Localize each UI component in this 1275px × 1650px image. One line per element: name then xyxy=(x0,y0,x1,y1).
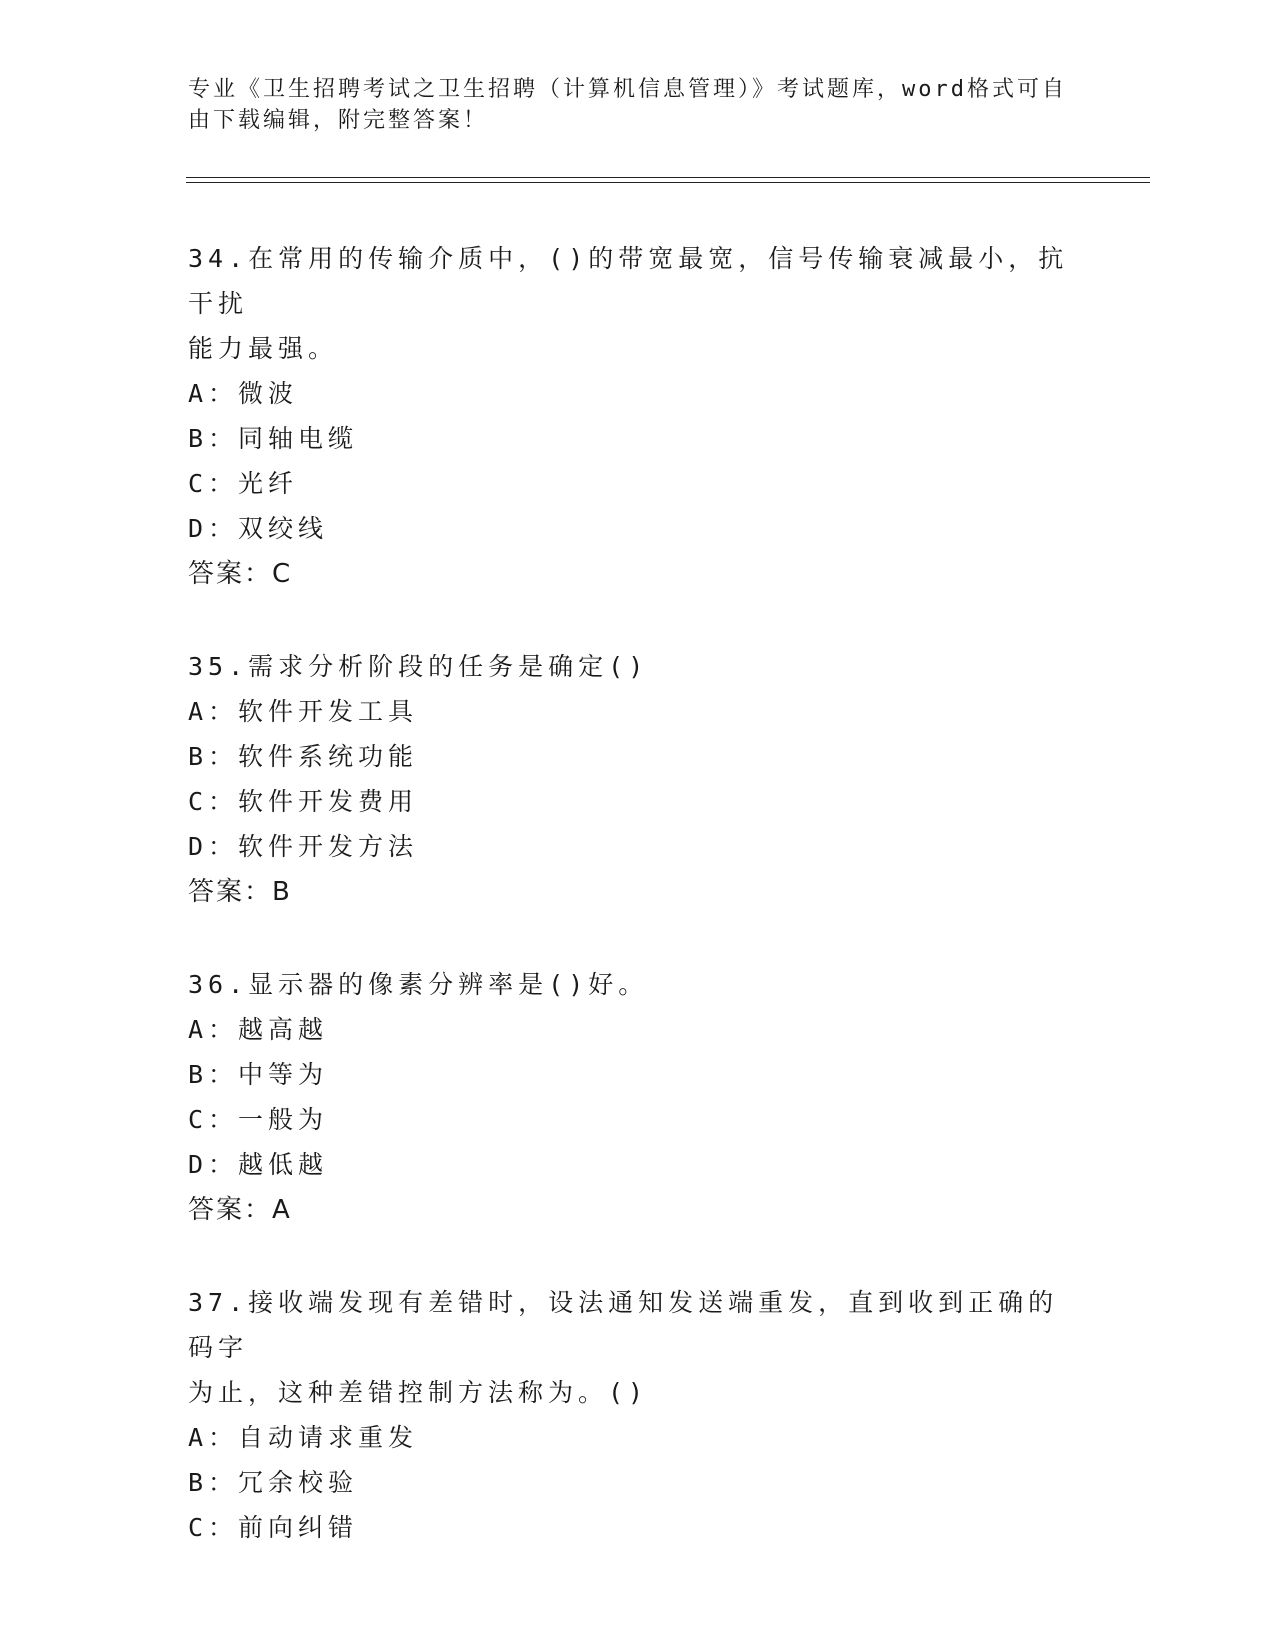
header-divider-bottom xyxy=(186,182,1150,183)
option-c: C：软件开发费用 xyxy=(188,787,419,816)
answer-line: 答案：C xyxy=(188,559,293,589)
header-divider-top xyxy=(186,177,1150,178)
option-b: B：同轴电缆 xyxy=(188,424,359,453)
answer-line: 答案：B xyxy=(188,877,292,907)
option-b: B：中等为 xyxy=(188,1060,329,1089)
question-stem-line: 为止，这种差错控制方法称为。() xyxy=(188,1378,649,1407)
option-b: B：冗余校验 xyxy=(188,1468,359,1497)
option-b: B：软件系统功能 xyxy=(188,742,419,771)
question-34 xyxy=(188,236,1088,597)
question-37 xyxy=(188,1280,1088,1550)
question-stem-line: 37.接收端发现有差错时，设法通知发送端重发，直到收到正确的码字 xyxy=(188,1288,1059,1362)
answer-line: 答案：A xyxy=(188,1195,292,1225)
question-stem-line: 能力最强。 xyxy=(188,334,339,363)
option-a: A：越高越 xyxy=(188,1015,329,1044)
question-35 xyxy=(188,644,1088,915)
question-stem-line: 35.需求分析阶段的任务是确定() xyxy=(188,652,649,681)
option-d: D：软件开发方法 xyxy=(188,832,419,861)
question-stem-line: 34.在常用的传输介质中，()的带宽最宽，信号传输衰减最小，抗干扰 xyxy=(188,244,1069,318)
header-line-1: 专业《卫生招聘考试之卫生招聘（计算机信息管理）》考试题库，word格式可自 xyxy=(188,77,1067,102)
option-c: C：一般为 xyxy=(188,1105,329,1134)
option-c: C：前向纠错 xyxy=(188,1513,359,1542)
option-d: D：越低越 xyxy=(188,1150,329,1179)
option-c: C：光纤 xyxy=(188,469,299,498)
question-list xyxy=(188,236,1088,1597)
option-a: A：软件开发工具 xyxy=(188,697,419,726)
option-a: A：微波 xyxy=(188,379,299,408)
question-36 xyxy=(188,962,1088,1233)
option-d: D：双绞线 xyxy=(188,514,329,543)
header-line-2: 由下载编辑，附完整答案！ xyxy=(188,108,489,133)
question-stem-line: 36.显示器的像素分辨率是()好。 xyxy=(188,970,649,999)
document-header xyxy=(188,74,1068,136)
option-a: A：自动请求重发 xyxy=(188,1423,419,1452)
